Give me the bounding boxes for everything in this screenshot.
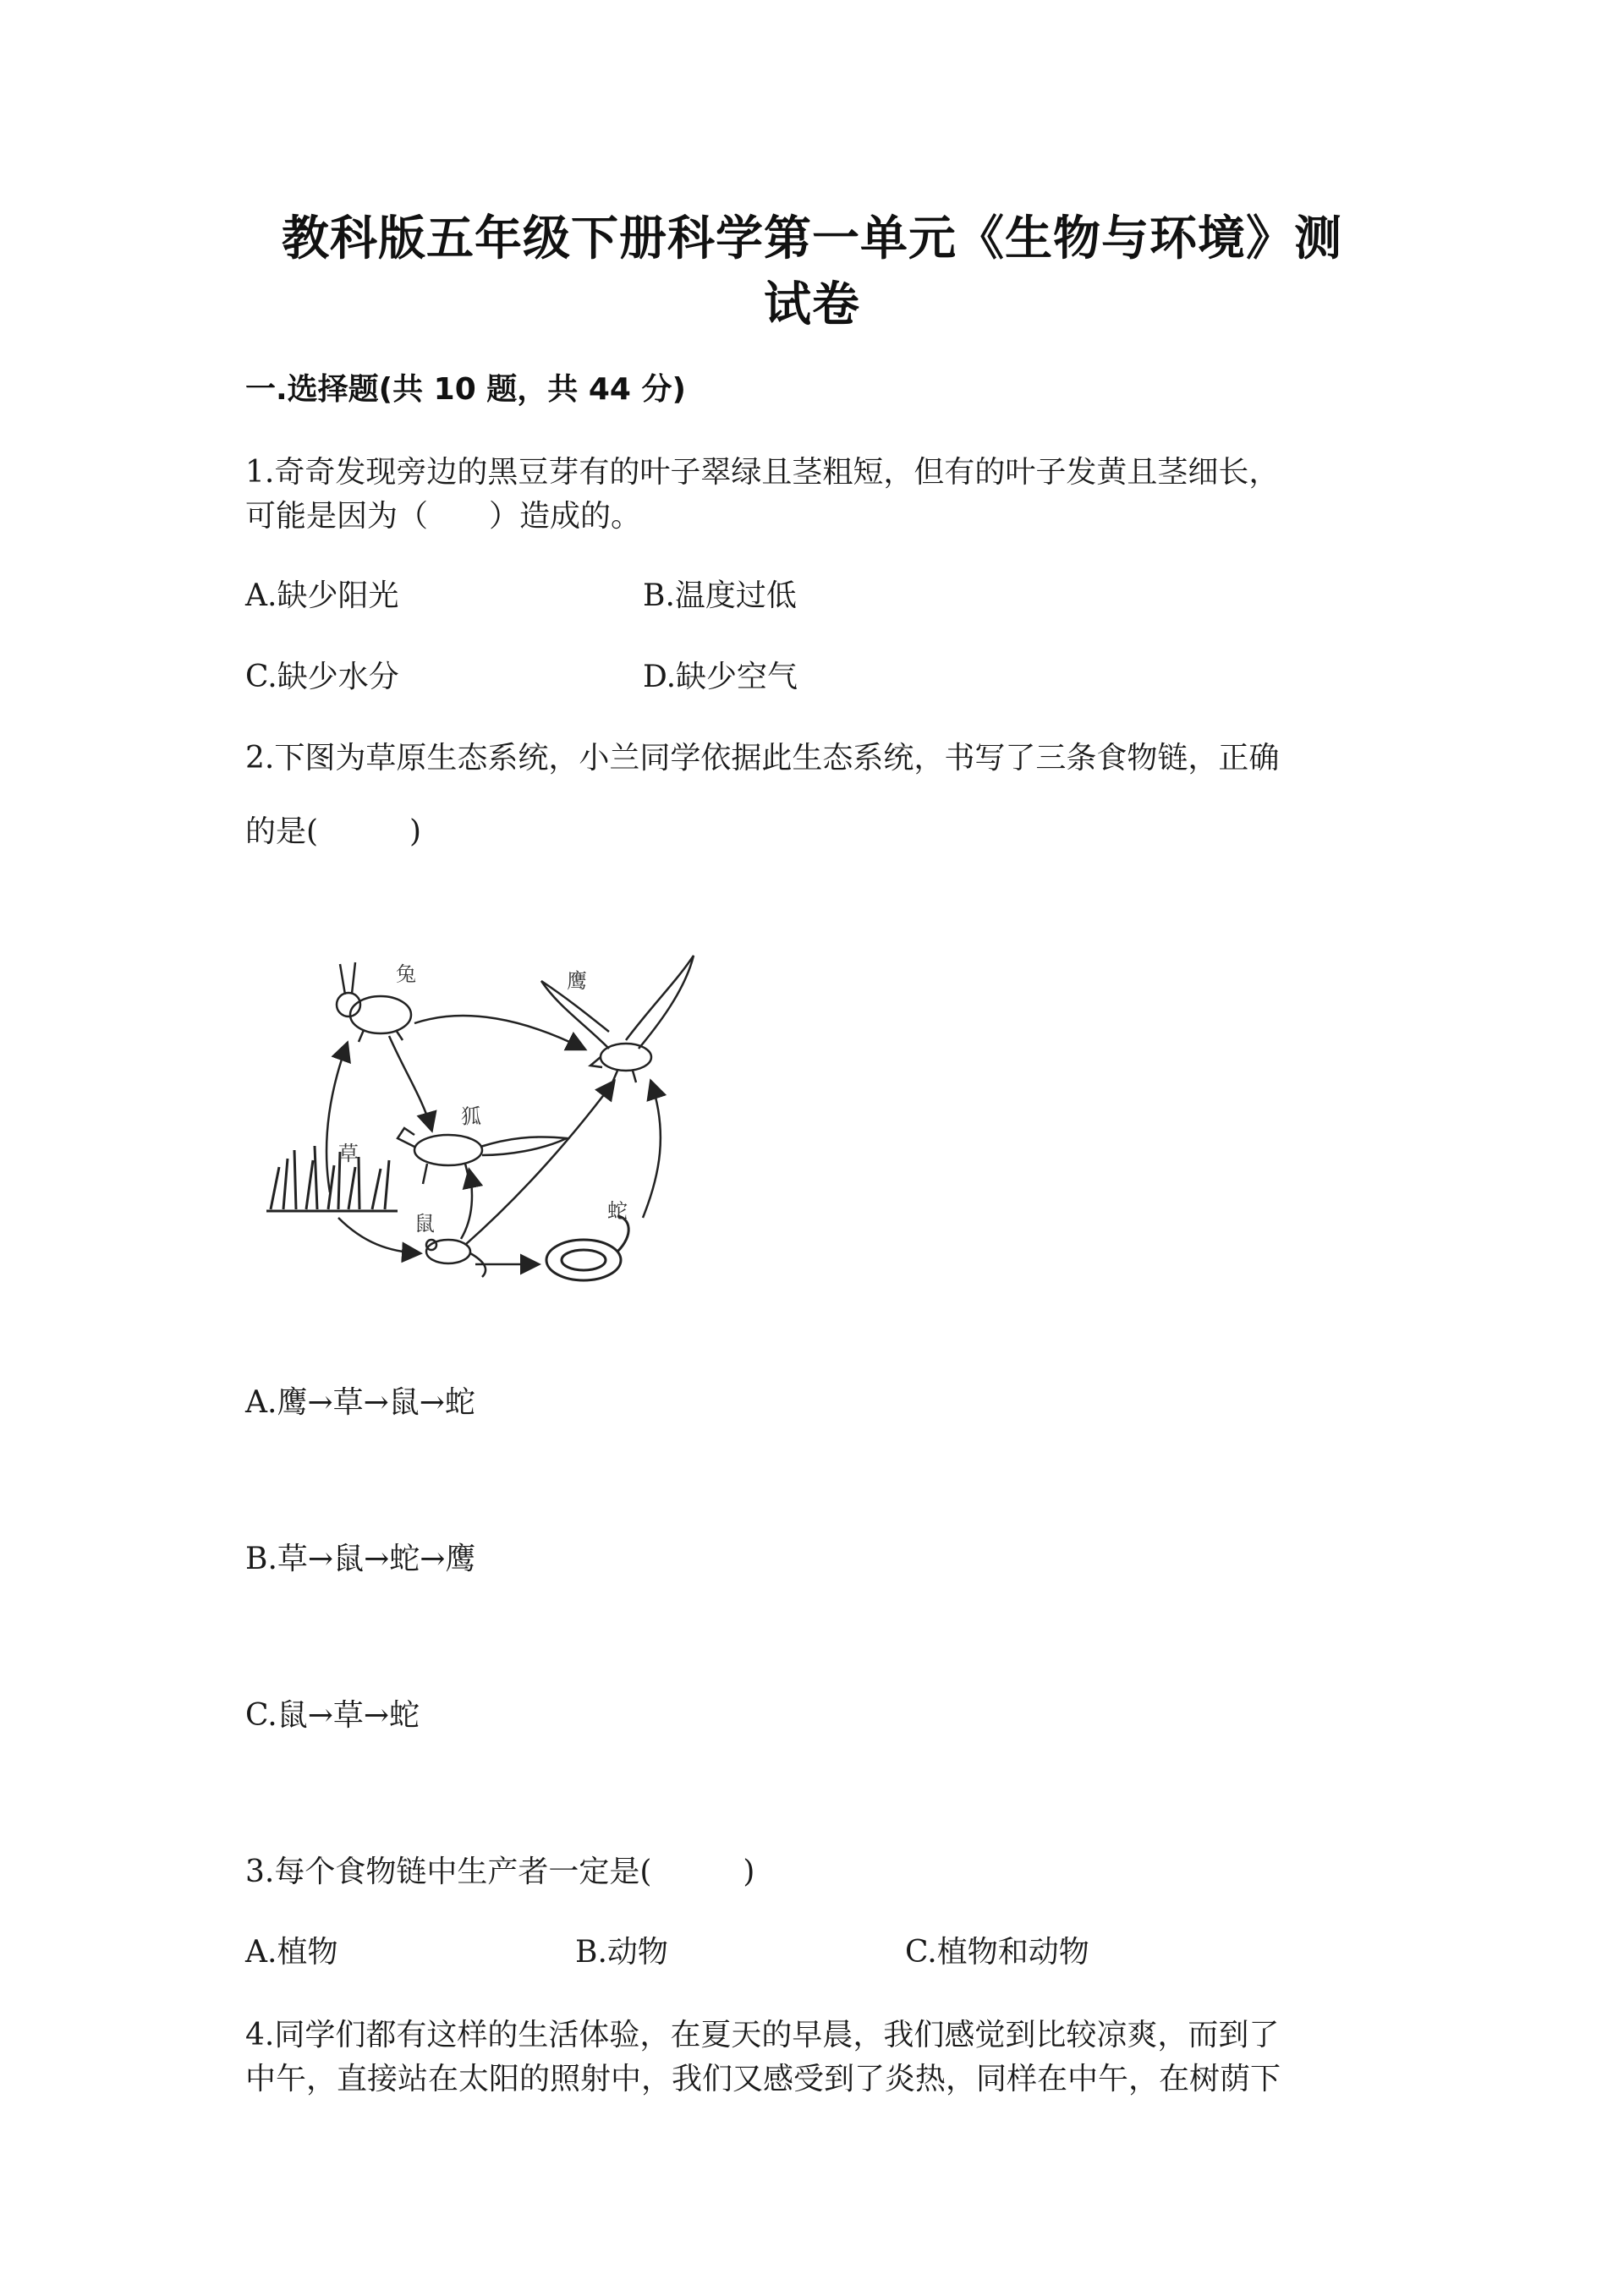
- q1-option-c: C.缺少水分: [245, 660, 399, 694]
- q1-stem-line-2: 可能是因为（ ）造成的。: [245, 499, 642, 534]
- label-eagle: 鹰: [567, 969, 587, 993]
- q1-option-b: B.温度过低: [643, 578, 797, 613]
- q3-option-b: B.动物: [575, 1935, 668, 1970]
- label-snake: 蛇: [607, 1199, 628, 1223]
- food-web-drawing: [254, 939, 778, 1294]
- document-title-line-2: 试卷: [764, 277, 860, 332]
- q1-stem-line-1: 1.奇奇发现旁边的黑豆芽有的叶子翠绿且茎粗短，但有的叶子发黄且茎细长，: [245, 455, 1280, 490]
- q2-stem-line-2: 的是( ): [245, 814, 422, 849]
- label-mouse: 鼠: [414, 1212, 435, 1236]
- q1-option-d: D.缺少空气: [643, 660, 798, 694]
- q4-stem-line-1: 4.同学们都有这样的生活体验，在夏天的早晨，我们感觉到比较凉爽，而到了: [245, 2018, 1280, 2052]
- q1-option-a: A.缺少阳光: [245, 578, 399, 613]
- q2-option-c: C.鼠→草→蛇: [245, 1698, 420, 1733]
- section-heading: 一.选择题(共 10 题，共 44 分): [245, 372, 686, 407]
- food-web-figure: [254, 939, 778, 1294]
- document-title-line-1: 教科版五年级下册科学第一单元《生物与环境》测: [282, 211, 1342, 266]
- fox-drawing: [398, 1128, 567, 1184]
- grass-drawing: [266, 1146, 398, 1211]
- q3-option-c: C.植物和动物: [905, 1935, 1089, 1970]
- mouse-drawing: [426, 1240, 486, 1277]
- q2-option-a: A.鹰→草→鼠→蛇: [245, 1385, 475, 1420]
- q2-stem-line-1: 2.下图为草原生态系统，小兰同学依据此生态系统，书写了三条食物链，正确: [245, 741, 1280, 775]
- label-fox: 狐: [461, 1104, 481, 1128]
- eagle-drawing: [541, 956, 694, 1082]
- q3-stem: 3.每个食物链中生产者一定是( ): [245, 1855, 755, 1889]
- label-grass: 草: [338, 1142, 359, 1165]
- snake-drawing: [546, 1216, 628, 1280]
- q2-option-b: B.草→鼠→蛇→鹰: [245, 1542, 476, 1576]
- food-web-arrows: [326, 1016, 661, 1264]
- q3-option-a: A.植物: [245, 1935, 338, 1970]
- label-rabbit: 兔: [396, 962, 416, 986]
- q4-stem-line-2: 中午，直接站在太阳的照射中，我们又感受到了炎热，同样在中午，在树荫下: [245, 2062, 1281, 2096]
